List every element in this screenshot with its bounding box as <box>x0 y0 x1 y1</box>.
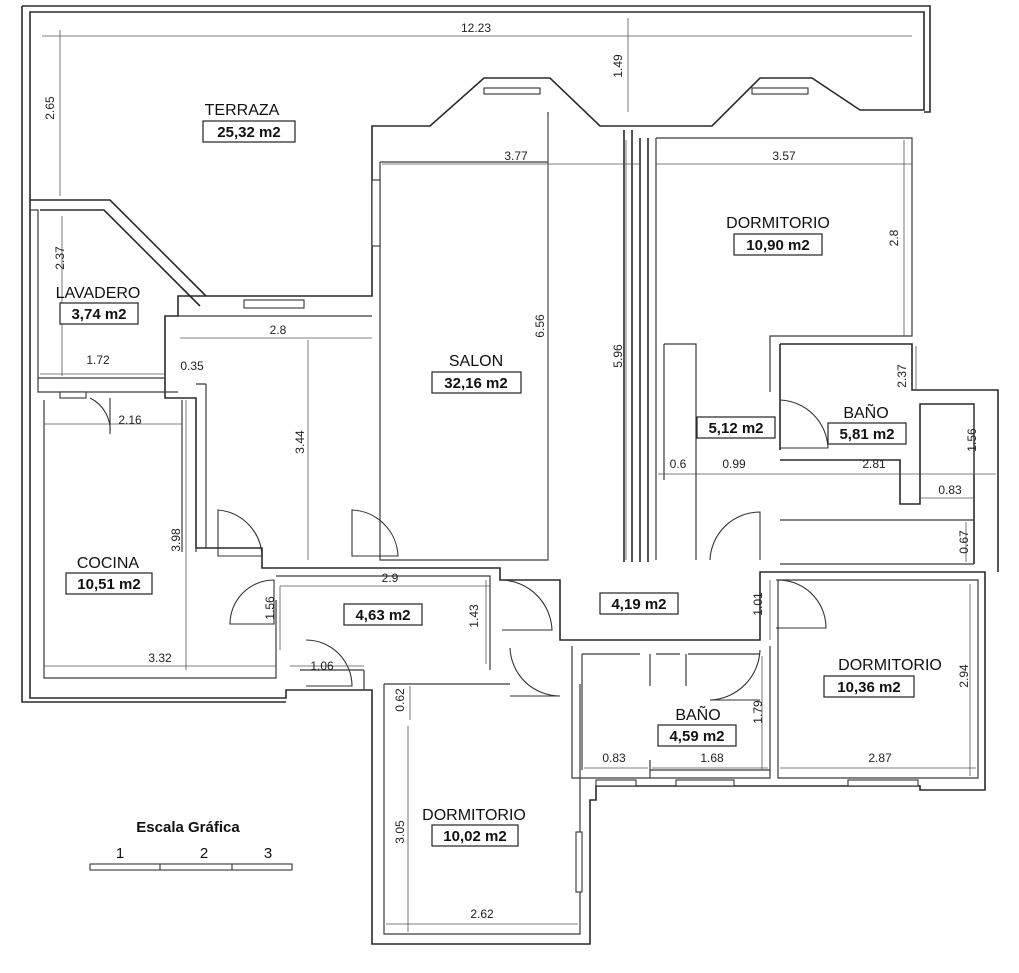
room-name-salon: SALON <box>448 353 504 370</box>
door-vestidor <box>710 512 760 560</box>
scale-bar <box>90 819 292 870</box>
scale-title: Escala Gráfica <box>136 819 240 836</box>
dim-0-62: 0.62 <box>393 688 407 712</box>
dim-2-37-bano: 2.37 <box>895 364 909 388</box>
room-name-terraza: TERRAZA <box>204 102 280 119</box>
door-salon-2 <box>352 510 398 556</box>
scale-segment-2 <box>160 864 232 870</box>
window-salon-top <box>484 88 540 94</box>
room-name-cocina: COCINA <box>76 555 140 572</box>
room-area-salon: 32,16 m2 <box>444 375 508 392</box>
room-area-dormitorio-se: 10,36 m2 <box>837 679 901 696</box>
dim-1-49: 1.49 <box>611 54 625 78</box>
dim-3-32: 3.32 <box>148 651 172 665</box>
room-area-dormitorio-s: 10,02 m2 <box>443 828 507 845</box>
dim-2-9: 2.9 <box>381 571 399 585</box>
door-bano-s <box>710 650 760 700</box>
room-area-lavadero: 3,74 m2 <box>71 306 127 323</box>
dim-3-57: 3.57 <box>772 149 796 163</box>
dim-2-62: 2.62 <box>470 907 494 921</box>
dim-0-83-s: 0.83 <box>602 751 626 765</box>
room-area-bano-s: 4,59 m2 <box>669 728 725 745</box>
salon-left-wall <box>178 316 372 548</box>
dim-1-79: 1.79 <box>751 700 765 724</box>
door-hall-right <box>502 580 552 630</box>
room-area-bano-e: 5,81 m2 <box>839 426 895 443</box>
central-wall <box>624 130 648 562</box>
dormitorio-se-walls <box>778 520 978 778</box>
window-dormitorio-se <box>848 780 918 786</box>
window-salon-side <box>372 180 380 246</box>
dim-3-05: 3.05 <box>393 820 407 844</box>
scale-segment-1 <box>90 864 160 870</box>
room-name-dormitorio-se: DORMITORIO <box>838 657 942 674</box>
window-dormitorio-ne <box>752 88 808 94</box>
room-name-bano-e: BAÑO <box>843 405 889 422</box>
dim-1-06: 1.06 <box>310 659 334 673</box>
door-dormitorio-se <box>776 580 826 628</box>
dim-0-6: 0.6 <box>669 457 687 471</box>
scale-mark-3: 3 <box>263 845 273 862</box>
room-name-dormitorio-ne: DORMITORIO <box>726 215 830 232</box>
scale-segment-3 <box>232 864 292 870</box>
dim-6-56: 6.56 <box>533 314 547 338</box>
room-area-dormitorio-ne: 10,90 m2 <box>746 237 810 254</box>
scale-mark-2: 2 <box>199 845 209 862</box>
window-dormitorio-s <box>576 832 582 892</box>
dim-3-77: 3.77 <box>504 149 528 163</box>
door-dormitorio-s <box>510 648 560 696</box>
dim-0-99: 0.99 <box>722 457 746 471</box>
window-bano-s <box>596 780 636 786</box>
dim-12-23: 12.23 <box>460 21 492 35</box>
room-name-dormitorio-s: DORMITORIO <box>422 807 526 824</box>
window-lavadero <box>60 392 86 398</box>
dim-2-81: 2.81 <box>862 457 886 471</box>
dormitorio-ne-walls <box>656 138 912 560</box>
dim-0-67: 0.67 <box>957 530 971 554</box>
dim-1-56-bano: 1.56 <box>965 428 979 452</box>
door-bano-e <box>780 400 828 448</box>
room-area-vestidor: 5,12 m2 <box>708 420 764 437</box>
walls <box>22 6 998 944</box>
dim-2-94: 2.94 <box>957 664 971 688</box>
hallway-walls <box>276 576 490 690</box>
window-terraza-salon <box>244 300 304 308</box>
room-area-pasillo-2: 4,19 m2 <box>611 596 667 613</box>
dim-1-72: 1.72 <box>86 353 110 367</box>
dim-0-35: 0.35 <box>180 359 204 373</box>
dim-2-8-salon: 2.8 <box>269 323 287 337</box>
dim-3-98: 3.98 <box>169 528 183 552</box>
dim-1-01: 1.01 <box>751 592 765 616</box>
door-lavadero <box>90 398 110 434</box>
room-area-pasillo-1: 4,63 m2 <box>355 607 411 624</box>
dim-2-16: 2.16 <box>118 413 142 427</box>
salon-inner <box>380 112 548 560</box>
room-name-bano-s: BAÑO <box>675 707 721 724</box>
dim-0-83-bano: 0.83 <box>938 483 962 497</box>
dim-2-87: 2.87 <box>868 751 892 765</box>
scale-mark-1: 1 <box>115 845 125 862</box>
dim-3-44: 3.44 <box>293 430 307 454</box>
doors <box>90 398 828 700</box>
window-bano-s-2 <box>676 780 734 786</box>
dim-5-96: 5.96 <box>611 344 625 368</box>
dim-1-43: 1.43 <box>467 604 481 628</box>
dim-2-37-lav: 2.37 <box>53 246 67 270</box>
room-name-lavadero: LAVADERO <box>55 285 141 302</box>
windows <box>60 88 918 892</box>
dim-1-68: 1.68 <box>700 751 724 765</box>
dim-2-8-ne: 2.8 <box>887 229 901 247</box>
cocina-walls <box>44 398 276 678</box>
room-area-terraza: 25,32 m2 <box>217 124 281 141</box>
dim-1-56-hall: 1.56 <box>263 596 277 620</box>
vestidor-walls <box>664 344 696 560</box>
room-area-cocina: 10,51 m2 <box>77 576 141 593</box>
door-salon-1 <box>218 510 262 556</box>
dim-2-65: 2.65 <box>43 96 57 120</box>
